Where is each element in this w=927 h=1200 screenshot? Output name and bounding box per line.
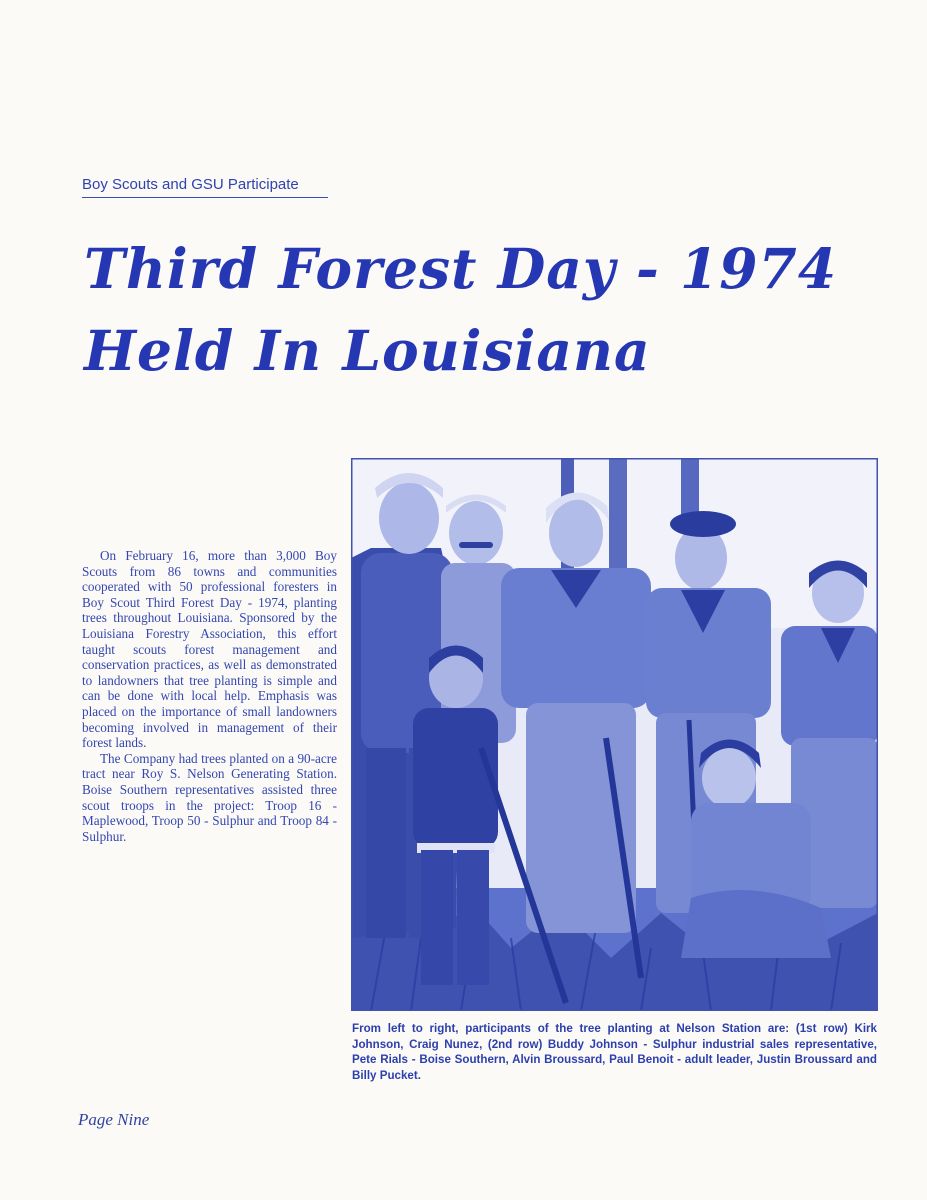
article-body [82,548,337,844]
page-number: Page Nine [78,1110,150,1129]
headline [84,228,884,392]
photo-caption: From left to right, participants of the tree planting at Nelson Station are: (1st row) Kirk Johnson, Craig Nunez, (2nd row) Buddy Johnson - Sulphur industrial sales representative, Pete Rials - Boise Southern, Alvin Broussard, Paul Benoit - adult leader, Justin Broussard and Billy Pucket. [352,1022,877,1082]
group-photo-illustration [351,458,878,1011]
section-kicker: Boy Scouts and GSU Participate [82,176,328,198]
article-paragraph: On February 16, more than 3,000 Boy Scouts from 86 towns and communities cooperated with 50 professional foresters in Boy Scout Third Forest Day - 1974, planting trees throughout Louisiana. Sponsored by the Louisiana Forestry Association, this effort taught scouts forest management and conservation practices, as well as demonstrated to landowners that tree planting is simple and can be done with local help. Emphasis was placed on the importance of small landowners becoming involved in management of their forest lands. [82,548,337,751]
group-photo [351,458,878,1011]
headline-line-1: Third Forest Day - 1974 [84,236,838,301]
article-paragraph: The Company had trees planted on a 90-acre tract near Roy S. Nelson Generating Station. Boise Southern representatives assisted three scout troops in the project: Troop 16 - Maplewood, Troop 50 - Sulphur and Troop 84 - Sulphur. [82,750,337,844]
headline-line-2: Held In Louisiana [84,318,651,383]
